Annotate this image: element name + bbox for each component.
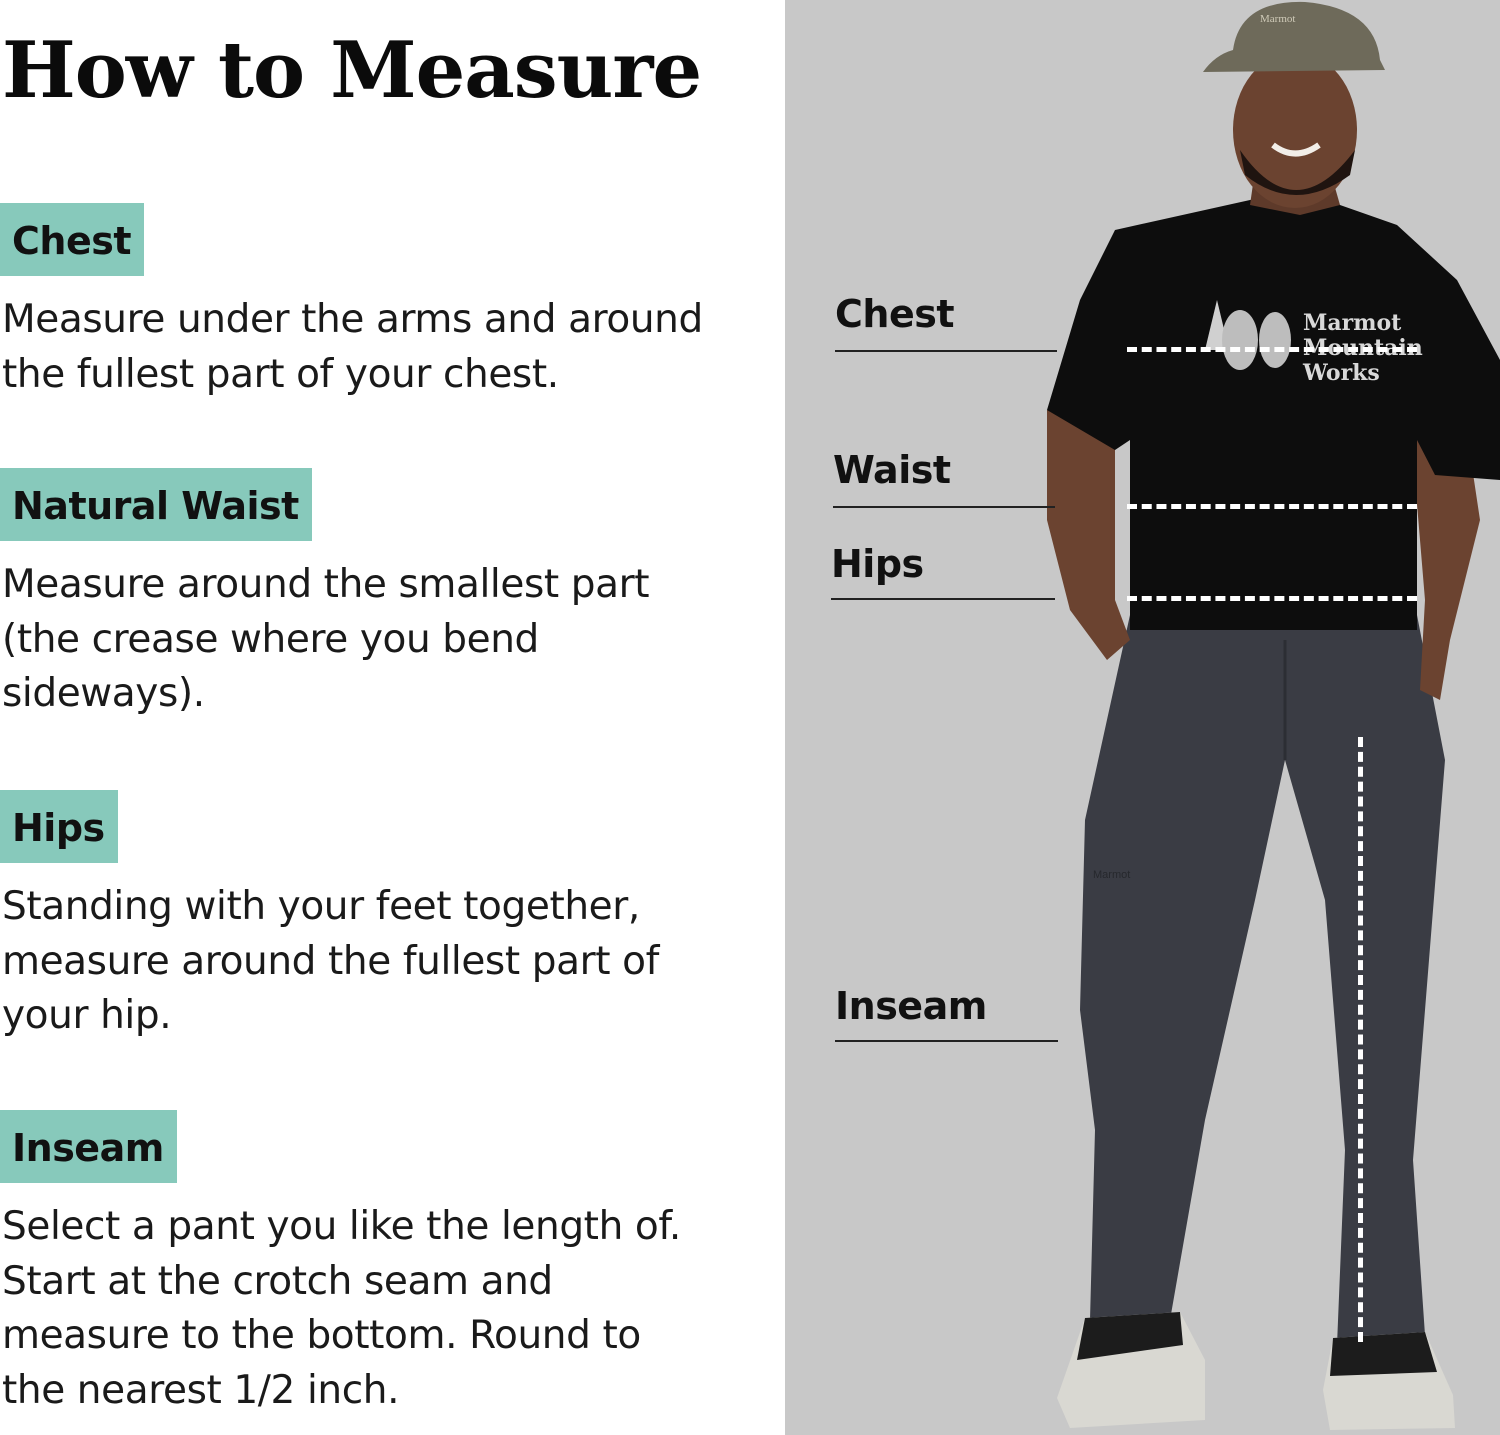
pants-logo: Marmot: [1093, 869, 1131, 881]
right-shoe-top: [1330, 1332, 1437, 1376]
section-hips: [0, 790, 782, 1044]
section-chest: [0, 203, 782, 402]
section-text-hips: Standing with your feet together, measure around the fullest part of your hip.: [2, 884, 659, 1039]
section-label-hips: Hips: [0, 790, 118, 863]
section-label-inseam: Inseam: [0, 1110, 177, 1183]
inseam-underline: [835, 1040, 1058, 1042]
figure-label-hips: Hips: [831, 542, 924, 586]
hips-measure-line: [1127, 596, 1417, 601]
pants: [1080, 615, 1445, 1345]
model-figure-panel: [785, 0, 1500, 1435]
section-label-chest: Chest: [0, 203, 144, 276]
section-text-inseam: Select a pant you like the length of. Start at the crotch seam and measure to the bottom. Round to the nearest 1/2 inch.: [2, 1204, 681, 1413]
section-inseam: [0, 1110, 782, 1418]
svg-text:Marmot: Marmot: [1303, 310, 1402, 336]
figure-label-chest: Chest: [835, 292, 954, 336]
hips-underline: [831, 598, 1055, 600]
head: [1233, 52, 1357, 208]
waist-measure-line: [1127, 504, 1417, 509]
figure-label-inseam: Inseam: [835, 984, 987, 1028]
section-label-natural-waist: Natural Waist: [0, 468, 312, 541]
waist-underline: [833, 506, 1055, 508]
svg-text:Works: Works: [1303, 360, 1380, 386]
chest-underline: [835, 350, 1057, 352]
section-text-chest: Measure under the arms and around the fullest part of your chest.: [2, 297, 703, 397]
page-title: How to Measure: [2, 25, 702, 116]
cap-logo: Marmot: [1260, 13, 1296, 25]
inseam-measure-line: [1358, 737, 1363, 1342]
figure-label-waist: Waist: [833, 448, 951, 492]
chest-measure-line: [1127, 347, 1417, 352]
model-illustration: [785, 0, 1500, 1435]
section-text-natural-waist: Measure around the smallest part (the crease where you bend sideways).: [2, 562, 650, 717]
svg-text:Mountain: Mountain: [1303, 335, 1423, 361]
section-natural-waist: [0, 468, 782, 722]
